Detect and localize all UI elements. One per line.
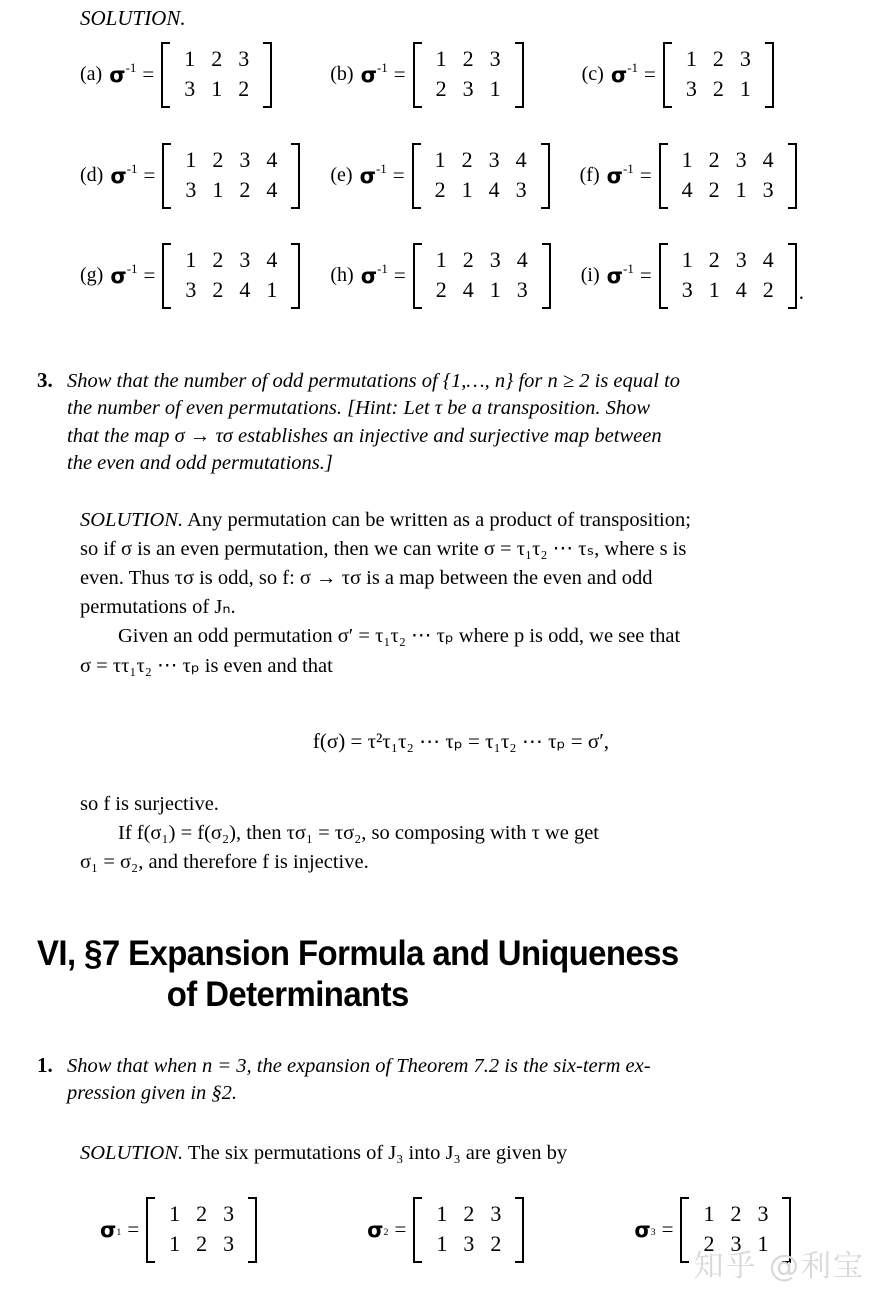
matrix-tag-i: (i) xyxy=(580,264,600,287)
matrix-cell: 1 xyxy=(435,247,447,272)
matrix-cell: 1 xyxy=(708,277,720,303)
exercise-1 xyxy=(37,1053,842,1108)
bracket-left xyxy=(413,1197,422,1263)
exercise2-solution-label: SOLUTION. xyxy=(80,6,186,30)
solution-label: SOLUTION. xyxy=(80,509,184,531)
matrix-cell: 3 xyxy=(185,277,197,303)
matrix-cell: 4 xyxy=(266,147,278,172)
permutation-matrix-d xyxy=(162,143,300,209)
matrix-cell: 2 xyxy=(212,277,224,303)
statement-line: the number of even permutations. [Hint: Let τ be a transposition. Show xyxy=(67,397,651,420)
matrix-cell: 2 xyxy=(212,247,224,272)
equals-sign: = xyxy=(392,163,405,188)
matrix-cell: 3 xyxy=(681,277,693,303)
matrix-cell: 1 xyxy=(489,277,501,303)
matrix-cell: 3 xyxy=(489,247,501,272)
matrix-tag-f: (f) xyxy=(579,164,600,187)
bracket-left xyxy=(162,243,171,309)
exercise-1-solution xyxy=(80,1139,842,1168)
sigma-exponent: -1 xyxy=(623,260,634,276)
matrix-cell: 3 xyxy=(739,46,751,71)
solution-line: so f is surjective. xyxy=(80,793,219,815)
statement-line: Show that when n = 3, the expansion of Theorem 7.2 is the six-term ex- xyxy=(67,1055,651,1077)
matrix-cell: 3 xyxy=(185,177,197,203)
matrix-cell: 2 xyxy=(762,277,774,303)
equals-sign: = xyxy=(639,163,652,188)
matrix-cell: 1 xyxy=(266,277,278,303)
matrix-cell: 3 xyxy=(462,76,474,102)
matrix-item-d xyxy=(80,143,300,209)
matrix-cell: 2 xyxy=(730,1201,742,1226)
watermark: 知乎 @利宝 xyxy=(693,1249,865,1284)
matrix-cell: 1 xyxy=(434,147,446,172)
matrix-tag-h: (h) xyxy=(330,264,354,287)
bracket-right xyxy=(765,42,774,108)
matrix-cell: 4 xyxy=(762,147,774,172)
matrix-cell: 2 xyxy=(462,247,474,272)
matrix-cell: 4 xyxy=(266,177,278,203)
bracket-left xyxy=(162,143,171,209)
solution-line: σ = ττ₁τ₂ ⋯ τₚ is even and that xyxy=(80,654,333,677)
sigma-exponent: -1 xyxy=(376,59,388,75)
matrix-item-f xyxy=(580,143,797,209)
matrix-cell: 3 xyxy=(223,1231,235,1257)
bracket-right xyxy=(291,243,300,309)
permutation-matrix-sigma-1 xyxy=(146,1197,257,1263)
equals-sign: = xyxy=(644,62,656,87)
matrix-item-sigma-1: σ $_1$ = 1 2 3 1 2 3 xyxy=(100,1197,257,1263)
bracket-right xyxy=(541,143,550,209)
bracket-left xyxy=(659,243,668,309)
matrix-cell: 2 xyxy=(435,76,447,102)
matrix-item-i xyxy=(581,243,804,309)
bracket-left xyxy=(680,1197,689,1263)
matrix-tag-g: (g) xyxy=(80,264,104,287)
bracket-left xyxy=(412,143,421,209)
bracket-left xyxy=(161,42,170,108)
matrix-cell: 3 xyxy=(735,147,747,172)
matrix-row-sigma xyxy=(100,1197,791,1263)
matrix-cell: 3 xyxy=(184,76,196,102)
matrix-item-h xyxy=(330,243,550,309)
section-heading-line-1: VI, §7 Expansion Formula and Uniqueness xyxy=(37,934,679,973)
matrix-grid xyxy=(171,143,291,209)
matrix-cell: 1 xyxy=(681,147,693,172)
sigma-exponent: -1 xyxy=(126,260,138,276)
sigma-symbol: σ xyxy=(606,163,623,188)
solution-label: SOLUTION. xyxy=(80,1142,184,1164)
solution-line: permutations of Jₙ. xyxy=(80,596,236,619)
matrix-grid xyxy=(422,1197,515,1263)
matrix-tag-d: (d) xyxy=(80,164,104,187)
matrix-cell: 2 xyxy=(712,76,724,102)
bracket-right xyxy=(515,1197,524,1263)
matrix-grid xyxy=(155,1197,248,1263)
matrix-cell: 2 xyxy=(462,46,474,71)
exercise-3-statement xyxy=(67,368,842,477)
sigma-symbol: σ xyxy=(610,62,628,87)
permutation-matrix-f xyxy=(659,143,797,209)
matrix-cell: 3 xyxy=(762,177,774,203)
matrix-grid xyxy=(421,143,541,209)
exercise-1-statement xyxy=(67,1053,842,1108)
matrix-cell: 2 xyxy=(212,147,224,172)
matrix-item-g xyxy=(80,243,300,309)
matrix-grid xyxy=(422,243,542,309)
matrix-cell: 4 xyxy=(762,247,774,272)
sigma-exponent: -1 xyxy=(126,160,138,176)
matrix-cell: 3 xyxy=(488,147,500,172)
matrix-cell: 1 xyxy=(211,76,223,102)
matrix-tag-e: (e) xyxy=(330,164,353,187)
sigma-exponent: -1 xyxy=(622,160,634,176)
matrix-cell: 1 xyxy=(735,177,747,203)
matrix-cell: 1 xyxy=(185,247,197,272)
equals-sign: = xyxy=(127,1217,140,1242)
matrix-grid xyxy=(668,243,788,309)
permutation-matrix-a xyxy=(161,42,272,108)
matrix-tag-c: (c) xyxy=(581,63,604,86)
matrix-cell: 2 xyxy=(463,1201,475,1226)
bracket-left xyxy=(413,243,422,309)
matrix-row-abc xyxy=(80,42,774,108)
solution-line: Given an odd permutation σ′ = τ₁τ₂ ⋯ τₚ where p is odd, we see that xyxy=(118,625,681,648)
exercise-3-number: 3. xyxy=(37,368,53,392)
matrix-cell: 1 xyxy=(489,76,501,102)
matrix-tag-b: (b) xyxy=(330,63,354,86)
sigma-symbol: σ xyxy=(109,62,126,87)
permutation-matrix-h xyxy=(413,243,551,309)
permutation-matrix-g xyxy=(162,243,300,309)
matrix-cell: 3 xyxy=(685,76,697,102)
matrix-row-def xyxy=(80,143,797,209)
permutation-matrix-c xyxy=(663,42,774,108)
equals-sign: = xyxy=(394,1217,407,1242)
exercise-3 xyxy=(37,368,842,477)
solution-line: even. Thus τσ is odd, so f: σ → τσ is a map between the even and odd xyxy=(80,567,653,590)
section-heading-line-2: of Determinants xyxy=(166,974,409,1014)
statement-line: that the map σ → τσ establishes an injective and surjective map between xyxy=(67,424,662,447)
matrix-item-sigma-2: σ $_2$ = 1 2 3 1 3 2 xyxy=(367,1197,524,1263)
matrix-grid xyxy=(672,42,765,108)
matrix-cell: 4 xyxy=(515,147,527,172)
matrix-cell: 3 xyxy=(223,1201,235,1226)
equals-sign: = xyxy=(143,163,156,188)
bracket-right xyxy=(542,243,551,309)
equals-sign: = xyxy=(639,263,652,288)
matrix-cell: 3 xyxy=(730,1231,742,1257)
solution-paragraph-1 xyxy=(80,506,842,535)
statement-line: the even and odd permutations.] xyxy=(67,451,333,474)
sigma-symbol: σ xyxy=(606,263,623,288)
exercise-1-number: 1. xyxy=(37,1053,53,1077)
matrix-cell: 1 xyxy=(184,46,196,71)
matrix-cell: 1 xyxy=(739,76,751,102)
matrix-cell: 4 xyxy=(735,277,747,303)
matrix-tag-a: (a) xyxy=(80,63,103,86)
matrix-cell: 3 xyxy=(238,46,250,71)
equals-sign: = xyxy=(393,263,406,288)
matrix-cell: 2 xyxy=(461,147,473,172)
matrix-grid xyxy=(422,42,515,108)
matrix-cell: 4 xyxy=(266,247,278,272)
matrix-cell: 2 xyxy=(712,46,724,71)
matrix-cell: 1 xyxy=(436,1201,448,1226)
matrix-cell: 2 xyxy=(708,147,720,172)
matrix-cell: 4 xyxy=(681,177,693,203)
matrix-cell: 2 xyxy=(434,177,446,203)
bracket-right xyxy=(248,1197,257,1263)
matrix-cell: 2 xyxy=(703,1231,715,1257)
solution-line: σ₁ = σ₂, and therefore f is injective. xyxy=(80,851,369,874)
exercise-3-solution xyxy=(80,506,842,681)
matrix-item-e xyxy=(330,143,549,209)
matrix-cell: 1 xyxy=(169,1231,181,1257)
sigma-symbol: σ xyxy=(367,1217,384,1242)
sigma-symbol: σ xyxy=(360,263,378,288)
matrix-row-ghi xyxy=(80,243,804,309)
sigma-exponent: -1 xyxy=(377,260,388,276)
matrix-cell: 1 xyxy=(212,177,224,203)
statement-line: Show that the number of odd permutations of {1,…, n} for n ≥ 2 is equal to xyxy=(67,370,681,392)
equals-sign: = xyxy=(142,62,155,87)
matrix-cell: 1 xyxy=(685,46,697,71)
matrix-cell: 1 xyxy=(435,46,447,71)
sigma-symbol: σ xyxy=(100,1217,117,1242)
matrix-cell: 1 xyxy=(169,1201,181,1226)
matrix-grid xyxy=(171,243,291,309)
sigma-symbol: σ xyxy=(634,1217,651,1242)
matrix-grid xyxy=(668,143,788,209)
bracket-right xyxy=(263,42,272,108)
sigma-symbol: σ xyxy=(360,62,377,87)
matrix-cell: 3 xyxy=(516,277,528,303)
bracket-right xyxy=(788,143,797,209)
bracket-left xyxy=(146,1197,155,1263)
matrix-trailing-punctuation: . xyxy=(798,279,804,304)
matrix-cell: 3 xyxy=(239,247,251,272)
matrix-cell: 2 xyxy=(196,1231,208,1257)
matrix-cell: 2 xyxy=(239,177,251,203)
solution-line: The six permutations of J₃ into J₃ are given by xyxy=(187,1142,568,1164)
matrix-cell: 1 xyxy=(681,247,693,272)
equals-sign: = xyxy=(393,62,406,87)
sigma-exponent: -1 xyxy=(375,160,387,176)
matrix-cell: 2 xyxy=(490,1231,502,1257)
matrix-cell: 1 xyxy=(436,1231,448,1257)
solution-line: If f(σ₁) = f(σ₂), then τσ₁ = τσ₂, so composing with τ we get xyxy=(118,822,599,845)
matrix-cell: 3 xyxy=(757,1201,769,1226)
matrix-grid xyxy=(170,42,263,108)
matrix-cell: 3 xyxy=(239,147,251,172)
matrix-cell: 1 xyxy=(461,177,473,203)
matrix-cell: 3 xyxy=(489,46,501,71)
bracket-right xyxy=(291,143,300,209)
sigma-symbol: σ xyxy=(110,163,127,188)
permutation-matrix-e xyxy=(412,143,550,209)
section-heading xyxy=(37,934,827,1015)
sigma-exponent: -1 xyxy=(627,59,639,75)
matrix-cell: 3 xyxy=(463,1231,475,1257)
solution-line: Any permutation can be written as a product of transposition; xyxy=(187,509,691,531)
equals-sign: = xyxy=(661,1217,674,1242)
statement-line: pression given in §2. xyxy=(67,1082,238,1105)
exercise-3-solution-cont xyxy=(80,790,842,877)
matrix-cell: 1 xyxy=(703,1201,715,1226)
matrix-cell: 2 xyxy=(708,177,720,203)
bracket-left xyxy=(659,143,668,209)
matrix-item-a xyxy=(80,42,272,108)
bracket-right xyxy=(788,243,797,309)
matrix-item-sigma-3: σ $_3$ = 1 2 3 2 3 1 xyxy=(634,1197,791,1263)
matrix-cell: 4 xyxy=(516,247,528,272)
matrix-cell: 3 xyxy=(490,1201,502,1226)
matrix-cell: 2 xyxy=(238,76,250,102)
matrix-cell: 4 xyxy=(488,177,500,203)
bracket-left xyxy=(413,42,422,108)
sigma-exponent: -1 xyxy=(125,59,137,75)
display-equation: f(σ) = τ²τ₁τ₂ ⋯ τₚ = τ₁τ₂ ⋯ τₚ = σ′, xyxy=(312,729,610,753)
equals-sign: = xyxy=(143,263,156,288)
bracket-left xyxy=(663,42,672,108)
matrix-cell: 3 xyxy=(735,247,747,272)
matrix-cell: 3 xyxy=(515,177,527,203)
permutation-matrix-sigma-2 xyxy=(413,1197,524,1263)
matrix-cell: 1 xyxy=(757,1231,769,1257)
bracket-right xyxy=(515,42,524,108)
permutation-matrix-i xyxy=(659,243,797,309)
matrix-cell: 2 xyxy=(211,46,223,71)
matrix-cell: 2 xyxy=(196,1201,208,1226)
matrix-cell: 2 xyxy=(435,277,447,303)
matrix-cell: 4 xyxy=(239,277,251,303)
permutation-matrix-b xyxy=(413,42,524,108)
matrix-item-b xyxy=(330,42,523,108)
matrix-cell: 1 xyxy=(185,147,197,172)
matrix-cell: 2 xyxy=(708,247,720,272)
sigma-symbol: σ xyxy=(359,163,376,188)
solution-line: so if σ is an even permutation, then we can write σ = τ₁τ₂ ⋯ τₛ, where s is xyxy=(80,538,687,561)
matrix-cell: 4 xyxy=(462,277,474,303)
sigma-symbol: σ xyxy=(110,263,127,288)
matrix-item-c xyxy=(582,42,774,108)
